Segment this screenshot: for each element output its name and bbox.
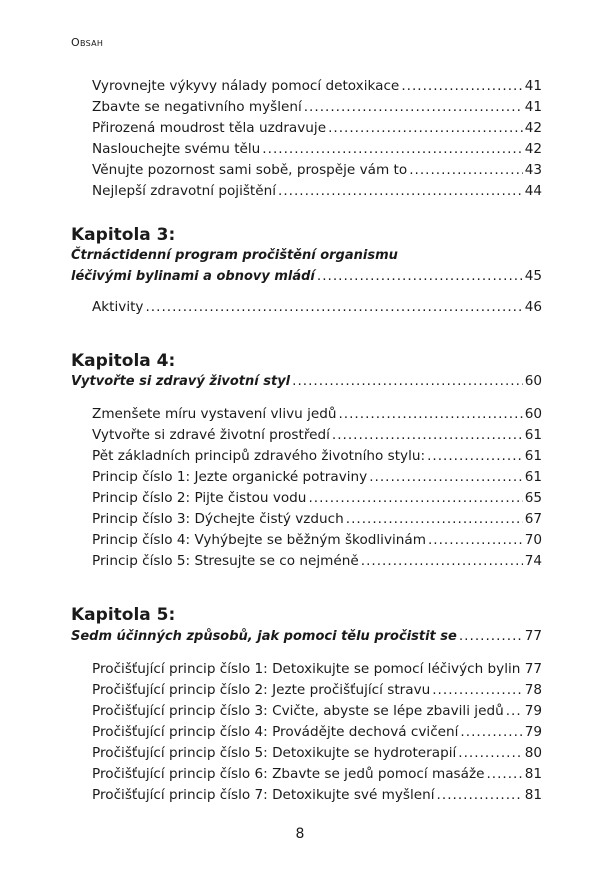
toc-entry-page: 77 — [524, 661, 542, 677]
toc-entry-page: 74 — [524, 553, 542, 569]
toc-entry — [92, 181, 542, 202]
dot-leader — [428, 530, 523, 551]
toc-entry-title: Pročišťující princip číslo 5: Detoxikujte se hydroterapií — [92, 745, 457, 761]
toc-entry-page: 60 — [524, 406, 542, 422]
toc-entry-title: Aktivity — [92, 299, 144, 315]
dot-leader — [486, 764, 522, 785]
toc-entry-title: Vyrovnejte výkyvy nálady pomocí detoxikace — [92, 78, 400, 94]
chapter-subtitle: léčivými bylinami a obnovy mládí — [71, 269, 315, 284]
toc-entry-page: 61 — [524, 469, 542, 485]
toc-entry — [92, 701, 542, 722]
chapter-title-entry — [71, 266, 542, 287]
toc-entry-title: Pročišťující princip číslo 6: Zbavte se jedů pomocí masáže — [92, 766, 485, 782]
toc-entry — [92, 764, 542, 785]
toc-entry-title: Pročišťující princip číslo 1: Detoxikujte se pomocí léčivých bylin — [92, 661, 521, 677]
toc-entry — [92, 467, 542, 488]
toc-entry-page: 78 — [524, 682, 542, 698]
dot-leader — [432, 680, 522, 701]
toc-entry-page: 81 — [524, 787, 542, 803]
dot-leader — [459, 626, 523, 647]
dot-leader — [427, 446, 523, 467]
toc-entry-page: 67 — [524, 511, 542, 527]
toc-entry — [92, 139, 542, 160]
chapter-title-entry — [71, 626, 542, 647]
toc-entry — [92, 404, 542, 425]
running-header: Obsah — [71, 36, 104, 49]
chapter-subtitle: Vytvořte si zdravý životní styl — [71, 374, 291, 389]
toc-entry-title: Pročišťující princip číslo 4: Provádějte dechová cvičení — [92, 724, 459, 740]
toc-entry-page: 61 — [524, 427, 542, 443]
toc-entry-title: Princip číslo 5: Stresujte se co nejméně — [92, 553, 359, 569]
toc-entry — [92, 118, 542, 139]
dot-leader — [338, 404, 522, 425]
dot-leader — [317, 266, 523, 287]
toc-entry-title: Pročišťující princip číslo 7: Detoxikujte své myšlení — [92, 787, 435, 803]
toc-entry — [92, 722, 542, 743]
toc-entry-page: 46 — [524, 299, 542, 315]
dot-leader — [506, 701, 523, 722]
toc-entry-title: Věnujte pozornost sami sobě, prospěje vám to — [92, 162, 408, 178]
dot-leader — [346, 509, 523, 530]
toc-entry — [92, 530, 542, 551]
chapter-subtitle: Čtrnáctidenní program pročištění organismu — [71, 248, 398, 263]
toc-entry-title: Princip číslo 2: Pijte čistou vodu — [92, 490, 307, 506]
toc-entry-page: 44 — [524, 183, 542, 199]
toc-entry-title: Zmenšete míru vystavení vlivu jedů — [92, 406, 337, 422]
toc-entry-page: 60 — [524, 373, 542, 389]
page-number: 8 — [295, 826, 305, 842]
toc-entry-page: 41 — [524, 78, 542, 94]
toc-entry-title: Nejlepší zdravotní pojištění — [92, 183, 277, 199]
toc-entry — [92, 425, 542, 446]
chapter-heading: Kapitola 3: — [71, 225, 176, 245]
toc-entry-title: Pět základních principů zdravého životního stylu: — [92, 448, 426, 464]
dot-leader — [409, 160, 523, 181]
toc-entry-page: 42 — [524, 120, 542, 136]
toc-entry-page: 79 — [524, 724, 542, 740]
toc-entry — [92, 97, 542, 118]
toc-entry — [92, 785, 542, 806]
toc-entry-title: Princip číslo 1: Jezte organické potraviny — [92, 469, 368, 485]
toc-entry-title: Pročišťující princip číslo 3: Cvičte, abyste se lépe zbavili jedů — [92, 703, 504, 719]
dot-leader — [278, 181, 523, 202]
toc-entry — [92, 509, 542, 530]
toc-entry — [92, 551, 542, 572]
dot-leader — [401, 76, 522, 97]
toc-entry-page: 65 — [524, 490, 542, 506]
toc-entry — [92, 160, 542, 181]
toc-entry-page: 81 — [524, 766, 542, 782]
toc-entry — [92, 659, 542, 680]
toc-entry-page: 42 — [524, 141, 542, 157]
toc-entry-page: 77 — [524, 628, 542, 644]
toc-entry-title: Princip číslo 4: Vyhýbejte se běžným škodlivinám — [92, 532, 426, 548]
toc-entry — [92, 76, 542, 97]
dot-leader — [304, 97, 523, 118]
dot-leader — [145, 297, 522, 318]
toc-entry-title: Zbavte se negativního myšlení — [92, 99, 302, 115]
toc-entry-title: Princip číslo 3: Dýchejte čistý vzduch — [92, 511, 344, 527]
dot-leader — [437, 785, 523, 806]
chapter-heading: Kapitola 5: — [71, 605, 176, 625]
toc-entry — [92, 488, 542, 509]
toc-entry-title: Naslouchejte svému tělu — [92, 141, 261, 157]
dot-leader — [361, 551, 523, 572]
dot-leader — [328, 118, 523, 139]
toc-entry-page: 80 — [524, 745, 542, 761]
toc-entry-title: Pročišťující princip číslo 2: Jezte pročišťující stravu — [92, 682, 431, 698]
toc-entry-page: 41 — [524, 99, 542, 115]
dot-leader — [458, 743, 522, 764]
chapter-subtitle: Sedm účinných způsobů, jak pomoci tělu pročistit se — [71, 629, 457, 644]
toc-entry — [92, 680, 542, 701]
dot-leader — [308, 488, 522, 509]
toc-entry-page: 43 — [524, 162, 542, 178]
toc-entry — [92, 446, 542, 467]
toc-entry-page: 45 — [524, 268, 542, 284]
toc-entry-title: Vytvořte si zdravé životní prostředí — [92, 427, 330, 443]
toc-entry-page: 79 — [524, 703, 542, 719]
toc-entry — [92, 297, 542, 318]
dot-leader — [460, 722, 522, 743]
toc-entry-page: 61 — [524, 448, 542, 464]
toc-entry-page: 70 — [524, 532, 542, 548]
toc-entry — [92, 743, 542, 764]
toc-entry-title: Přirozená moudrost těla uzdravuje — [92, 120, 327, 136]
dot-leader — [332, 425, 523, 446]
chapter-title-entry — [71, 371, 542, 392]
dot-leader — [369, 467, 522, 488]
chapter-heading: Kapitola 4: — [71, 351, 176, 371]
dot-leader — [292, 371, 523, 392]
dot-leader — [262, 139, 522, 160]
